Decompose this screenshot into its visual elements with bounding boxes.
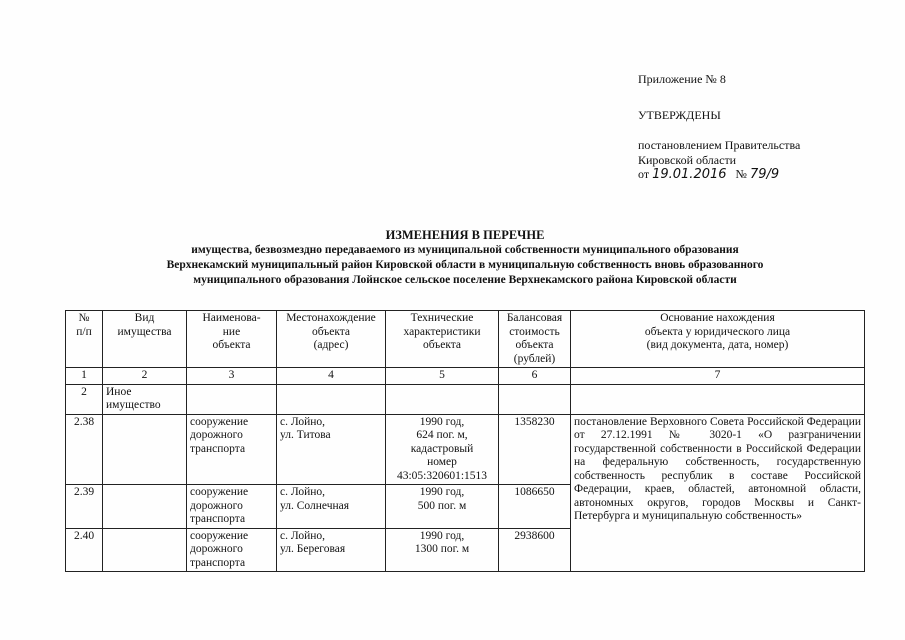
header-kind: Вид имущества <box>117 312 172 338</box>
row-address-text: с. Лойно, ул. Титова <box>280 415 331 441</box>
title-line-4: муниципального образования Лойнское сельское поселение Верхнекамского района Кировской области <box>193 274 737 286</box>
header-tech: Технические характеристики объекта <box>403 312 481 351</box>
row-value: 1086650 <box>499 485 571 529</box>
column-number: 3 <box>187 368 277 385</box>
decree-line-1: постановлением Правительства <box>638 138 801 152</box>
row-tech-text: 1990 год, 500 пог. м <box>417 486 467 512</box>
column-number: 4 <box>277 368 386 385</box>
document-title <box>120 228 810 288</box>
empty-cell <box>386 384 499 414</box>
row-tech <box>386 528 499 572</box>
row-basis: постановление Верховного Совета Российской Федерации от 27.12.1991 № 3020-1 «О разграничении государственной собственности в Российской Федерации на федеральную собственность, государственную собственность республик в составе Российской Федерации, краев, областей, автономной области, автономных округов, городов Москвы и Санкт-Петербурга и муниципальную собственность» <box>571 414 865 572</box>
row-address <box>277 485 386 529</box>
decree-date: 19.01.2016 <box>652 167 727 182</box>
title-line-1: ИЗМЕНЕНИЯ В ПЕРЕЧНЕ <box>385 228 545 242</box>
empty-cell <box>499 384 571 414</box>
row-name-text: сооружение дорожного транспорта <box>190 415 249 455</box>
section-kind <box>103 384 187 414</box>
row-address-text: с. Лойно, ул. Береговая <box>280 529 346 555</box>
row-address <box>277 528 386 572</box>
approved-label: УТВЕРЖДЕНЫ <box>638 108 721 122</box>
row-name <box>187 414 277 485</box>
row-tech-text: 1990 год, 624 пог. м, кадастровый номер 43:05:320601:1513 <box>396 415 488 482</box>
header-name: Наименова- ние объекта <box>202 312 261 351</box>
column-number: 1 <box>66 368 103 385</box>
title-line-2: имущества, безвозмездно передаваемого из муниципальной собственности муниципального образования <box>191 244 739 256</box>
decree-line-2: Кировской области <box>638 153 737 167</box>
row-num: 2.39 <box>66 485 103 529</box>
header-cell <box>66 311 103 368</box>
row-name <box>187 485 277 529</box>
header-address: Местонахождение объекта (адрес) <box>286 312 376 351</box>
section-num: 2 <box>66 384 103 414</box>
row-tech <box>386 485 499 529</box>
column-number: 5 <box>386 368 499 385</box>
row-num: 2.38 <box>66 414 103 485</box>
row-num: 2.40 <box>66 528 103 572</box>
row-value: 2938600 <box>499 528 571 572</box>
decree-number-prefix: № <box>735 167 747 181</box>
header-num: № п/п <box>76 312 92 338</box>
decree-date-line <box>638 167 779 182</box>
appendix-label: Приложение № 8 <box>638 72 726 86</box>
header-cell <box>571 311 865 368</box>
empty-cell <box>103 485 187 529</box>
row-name-text: сооружение дорожного транспорта <box>190 486 249 525</box>
row-name-text: сооружение дорожного транспорта <box>190 529 249 569</box>
title-line-3: Верхнекамский муниципальный район Кировской области в муниципальную собственность вновь образованного <box>166 259 764 271</box>
header-cell <box>103 311 187 368</box>
table-row <box>66 414 865 485</box>
row-tech-text: 1990 год, 1300 пог. м <box>414 529 470 555</box>
decree-number: 79/9 <box>749 167 780 182</box>
empty-cell <box>187 384 277 414</box>
row-tech <box>386 414 499 485</box>
column-number: 7 <box>571 368 865 385</box>
empty-cell <box>103 414 187 485</box>
property-table <box>65 310 865 572</box>
row-address-text: с. Лойно, ул. Солнечная <box>280 486 350 512</box>
row-value: 1358230 <box>499 414 571 485</box>
empty-cell <box>103 528 187 572</box>
decree-date-prefix: от <box>638 167 650 181</box>
column-number: 2 <box>103 368 187 385</box>
row-name <box>187 528 277 572</box>
header-basis: Основание нахождения объекта у юридического лица (вид документа, дата, номер) <box>644 312 791 351</box>
row-address <box>277 414 386 485</box>
header-cell <box>499 311 571 368</box>
empty-cell <box>277 384 386 414</box>
column-number-row <box>66 368 865 385</box>
empty-cell <box>571 384 865 414</box>
header-cell <box>187 311 277 368</box>
header-cell <box>386 311 499 368</box>
section-row <box>66 384 865 414</box>
header-value: Балансовая стоимость объекта (рублей) <box>506 312 563 365</box>
header-cell <box>277 311 386 368</box>
column-number: 6 <box>499 368 571 385</box>
header-row <box>66 311 865 368</box>
section-kind-text: Иное имущество <box>106 385 161 411</box>
